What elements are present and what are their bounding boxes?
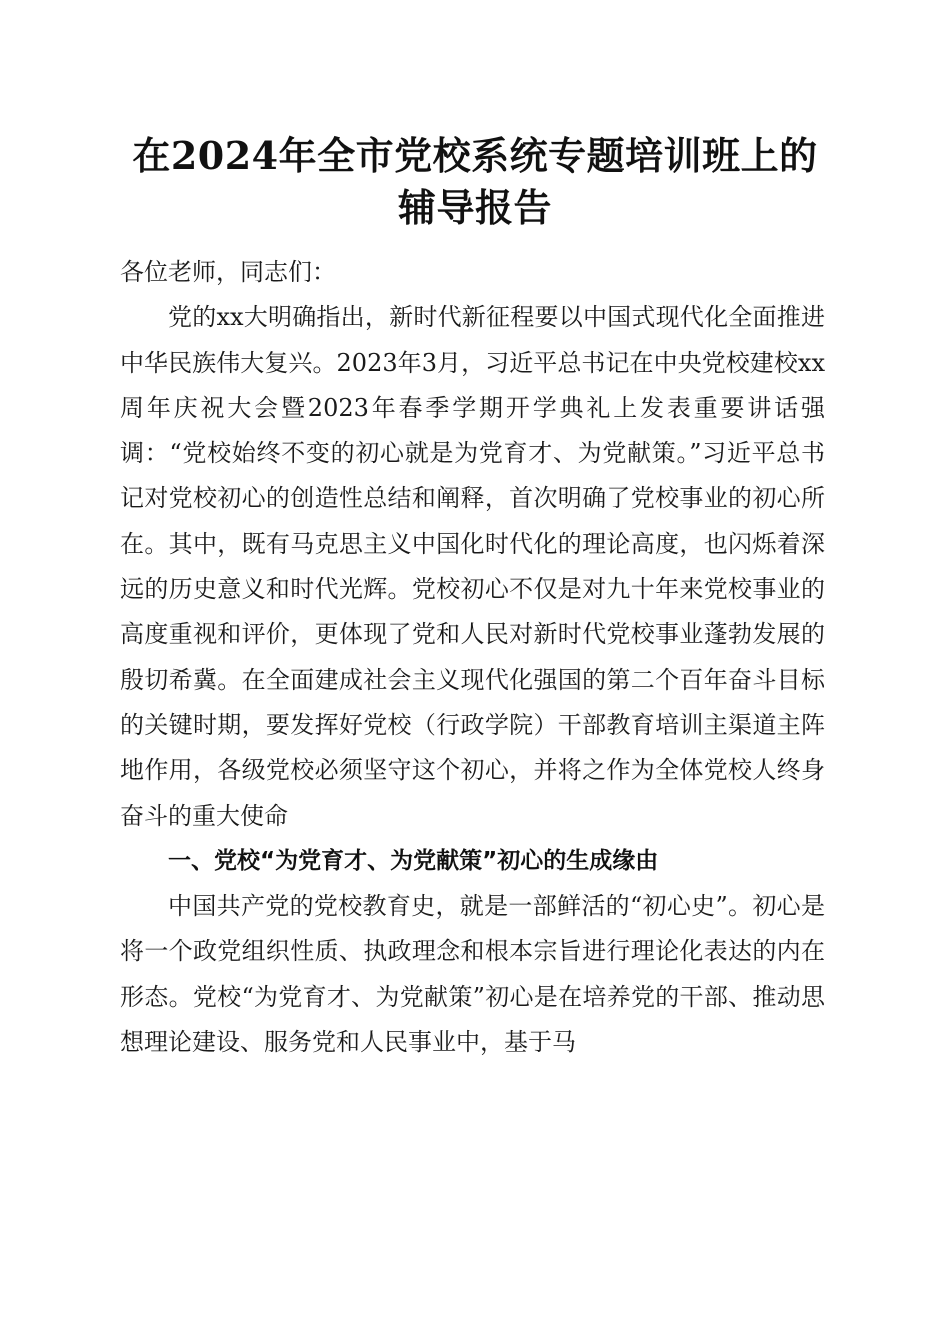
document-body — [120, 250, 825, 1065]
body-paragraph: 中国共产党的党校教育史，就是一部鲜活的“初心史”。初心是将一个政党组织性质、执政理念和根本宗旨进行理论化表达的内在形态。党校“为党育才、为党献策”初心是在培养党的干部、推动思想理论建设、服务党和人民事业中，基于马 — [120, 892, 825, 1057]
section-heading: 一、党校“为党育才、为党献策”初心的生成缘由 — [168, 847, 659, 874]
document-title: 在2024年全市党校系统专题培训班上的辅导报告 — [132, 133, 818, 230]
body-paragraph: 党的xx大明确指出，新时代新征程要以中国式现代化全面推进中华民族伟大复兴。2023年3月，习近平总书记在中央党校建校xx周年庆祝大会暨2023年春季学期开学典礼上发表重要讲话强调：“党校始终不变的初心就是为党育才、为党献策。”习近平总书记对党校初心的创造性总结和阐释，首次明确了党校事业的初心所在。其中，既有马克思主义中国化时代化的理论高度，也闪烁着深远的历史意义和时代光辉。党校初心不仅是对九十年来党校事业的高度重视和评价，更体现了党和人民对新时代党校事业蓬勃发展的殷切希冀。在全面建成社会主义现代化强国的第二个百年奋斗目标的关键时期，要发挥好党校（行政学院）干部教育培训主渠道主阵地作用，各级党校必须坚守这个初心，并将之作为全体党校人终身奋斗的重大使命 — [120, 303, 825, 830]
salutation: 各位老师，同志们： — [120, 258, 336, 286]
